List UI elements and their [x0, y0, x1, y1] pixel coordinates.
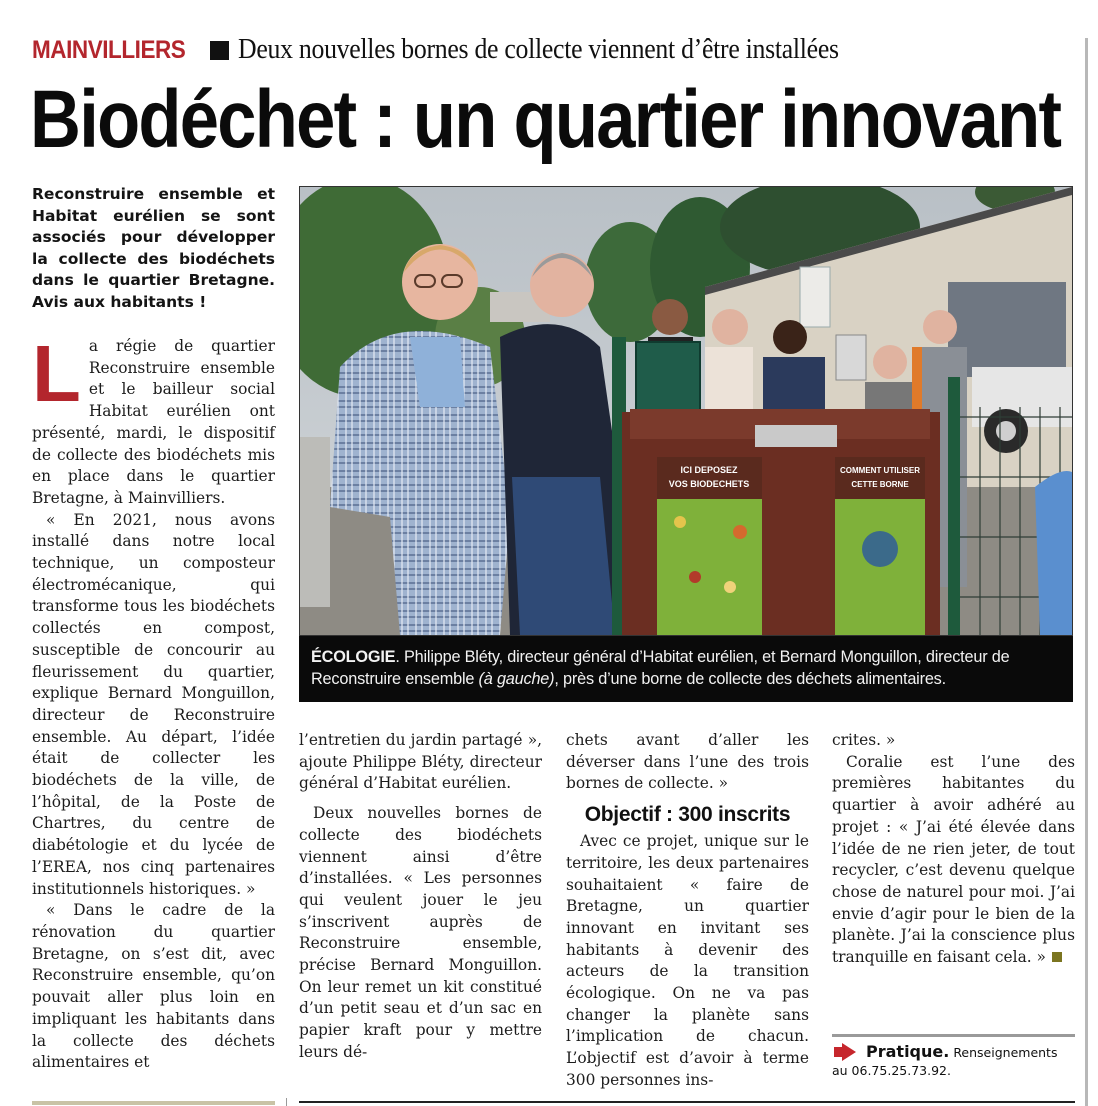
article-column-2 — [299, 730, 542, 1064]
bucket — [636, 342, 700, 412]
pratique-box — [832, 1043, 1077, 1080]
section-subheading: Objectif : 300 inscrits — [584, 803, 791, 827]
lead-paragraph: Reconstruire ensemble et Habitat eurélien se sont associés pour développer la collecte des biodéchets dans le quartier Bretagne. Avis aux habitants ! — [32, 185, 275, 311]
pratique-label: Pratique. — [866, 1042, 950, 1061]
caption-label: ÉCOLOGIE — [311, 648, 396, 666]
photo-caption — [299, 636, 1073, 702]
pratique-text: Renseignements au 06.75.25.73.92. — [832, 1045, 1058, 1078]
paragraph: l’entretien du jardin partagé », ajoute Philippe Bléty, directeur général d’Habitat eurélien. — [299, 731, 542, 793]
arrow-right-icon — [842, 1043, 856, 1061]
paragraph: chets avant d’aller les déverser dans l’une des trois bornes de collecte. » — [566, 731, 809, 793]
drop-cap: L — [32, 329, 81, 418]
bottom-rule — [299, 1101, 1075, 1103]
paragraph-text: Coralie est l’une des premières habitantes du quartier à avoir adhéré au projet : « J’ai été élevée dans l’idée de ne rien jeter, de tout recycler, c’est devenu quelque chose de naturel pour moi. J’ai envie d’agir pour le bien de la planète. J’ai la conscience plus tranquille en faisant cela. » — [832, 752, 1075, 967]
caption-text: . Philippe Bléty, directeur général d’Habitat eurélien, et Bernard Monguillon, directeur de Reconstruire ensemble — [311, 648, 1010, 688]
sign-left-line1: ICI DEPOSEZ — [680, 465, 738, 475]
sign-left-line2: VOS BIODECHETS — [668, 479, 750, 489]
article-column-1 — [32, 329, 275, 1074]
sign-right-line2: CETTE BORNE — [851, 480, 909, 489]
column-divider — [286, 1098, 287, 1106]
building-sign — [800, 267, 830, 327]
article-photo — [299, 186, 1073, 636]
pratique-divider — [832, 1034, 1075, 1037]
location-label: MAINVILLIERS — [32, 35, 186, 64]
kicker — [32, 32, 891, 68]
square-bullet-icon — [210, 41, 229, 60]
paragraph: Avec ce projet, unique sur le territoire, les deux partenaires souhaitaient « faire de Bretagne, un quartier innovant en invitant ses habitants à devenir des acteurs de la transition écologique. On ne va pas changer la planète sans l’implication de chacun. L’objectif est d’avoir à terme 300 personnes ins- — [566, 832, 809, 1089]
paragraph: crites. » — [832, 731, 896, 749]
paragraph: Deux nouvelles bornes de collecte des biodéchets viennent ainsi d’être d’installées. « Les personnes qui veulent jouer le jeu s’inscrivent auprès de Reconstruire ensemble, précise Bernard Monguillon. On leur remet un kit constitué d’un petit seau et d’un sac en papier kraft pour y mettre leurs dé- — [299, 804, 542, 1061]
caption-text-end: , près d’une borne de collecte des déchets alimentaires. — [554, 670, 946, 688]
caption-italic: (à gauche) — [478, 670, 555, 688]
article-column-4 — [832, 730, 1075, 969]
sign-right-line1: COMMENT UTILISER — [840, 466, 920, 475]
end-of-article-icon — [1052, 952, 1062, 962]
article-column-3 — [566, 730, 809, 1092]
biowaste-collection-bin — [622, 409, 940, 635]
bottom-rule — [32, 1101, 275, 1105]
page-divider — [1085, 38, 1088, 1106]
paragraph: « Dans le cadre de la rénovation du quartier Bretagne, on s’est dit, avec Reconstruire ensemble, qu’on pouvait aller plus loin en impliquant les habitants dans la collecte des déchets alimentaires et — [32, 901, 275, 1072]
paragraph-text: a régie de quartier Reconstruire ensemble et le bailleur social Habitat eurélien ont présenté, mardi, le dispositif de collecte des biodéchets mis en place dans le quartier Bretagne, à Mainvilliers. — [32, 337, 275, 507]
paragraph — [832, 752, 1075, 969]
surtitle: Deux nouvelles bornes de collecte viennent d’être installées — [238, 34, 839, 65]
photo-illustration — [300, 187, 1072, 635]
paragraph: « En 2021, nous avons installé dans notre local technique, un composteur électromécanique, qui transforme tous les biodéchets collectés en compost, susceptible de concourir au fleurissement du quartier, explique Bernard Monguillon, directeur de Reconstruire ensemble. Au départ, l’idée était de collecter les biodéchets de la ville, de l’hôpital, de la Poste de Chartres, du centre de diabétologie et du lycée de l’EREA, nos cinq partenaires institutionnels historiques. » — [32, 510, 275, 898]
paragraph — [32, 329, 275, 510]
headline: Biodéchet : un quartier innovant — [30, 74, 1061, 165]
